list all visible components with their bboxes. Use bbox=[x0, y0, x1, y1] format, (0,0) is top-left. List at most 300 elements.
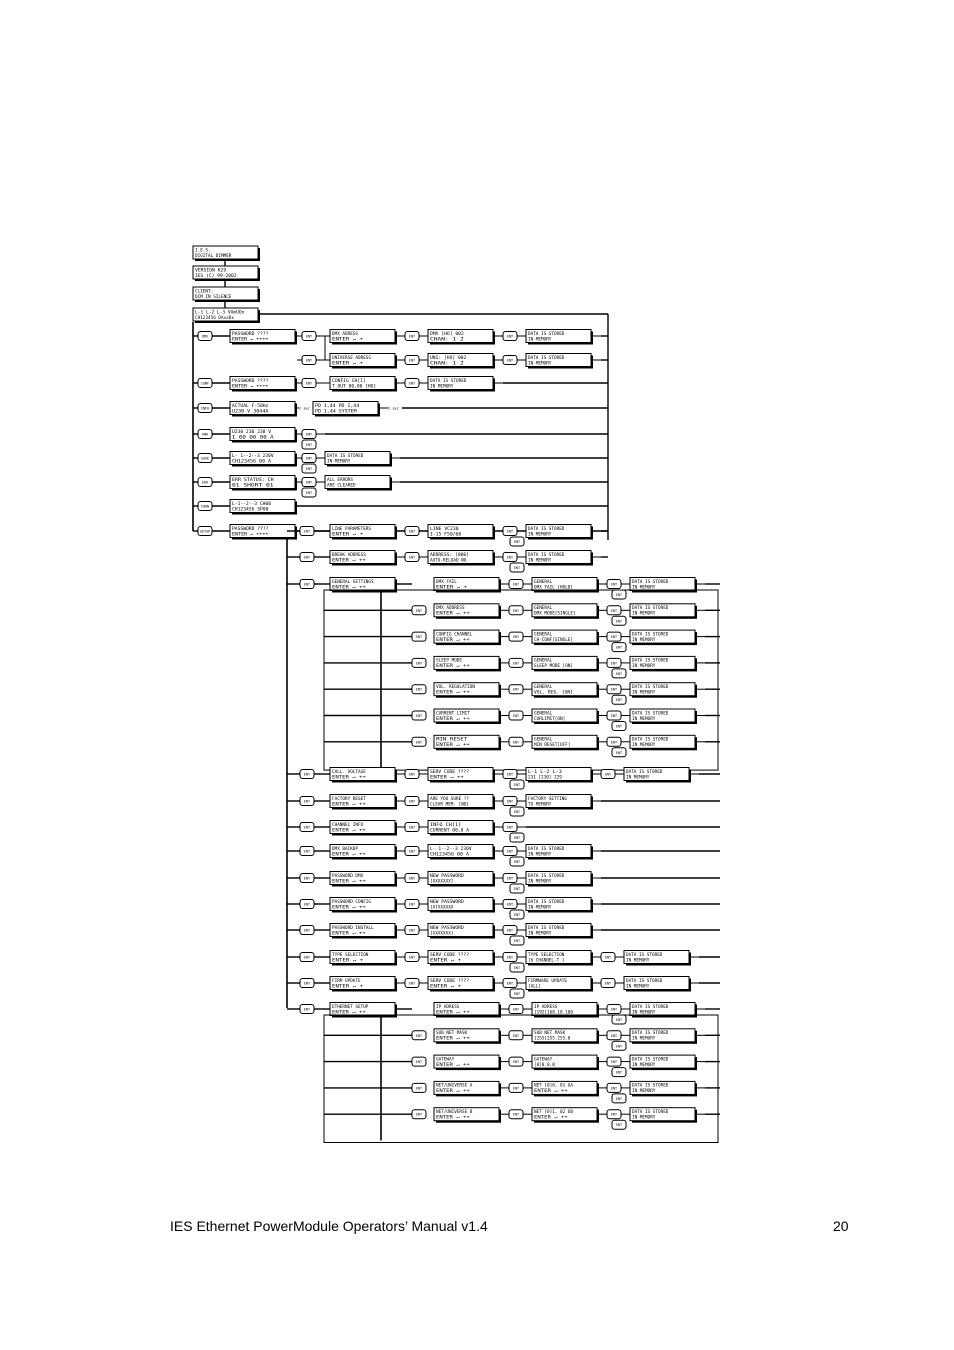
display-line-1: DATA IS STORED bbox=[528, 925, 565, 931]
key-button bbox=[412, 685, 426, 694]
button-label: ENT bbox=[303, 825, 311, 830]
lcd-display bbox=[434, 1081, 501, 1096]
display-line-2: ENTER ↵ + bbox=[332, 337, 356, 343]
display-line-2: IN MEMORY bbox=[632, 716, 656, 722]
display-line-1: DATA IS STORED bbox=[632, 737, 669, 743]
button-label: ENT bbox=[513, 783, 521, 787]
lcd-display bbox=[630, 1081, 697, 1096]
display-line-1: I.E.S. bbox=[195, 248, 211, 254]
key-button bbox=[405, 527, 419, 536]
key-button bbox=[302, 440, 316, 449]
key-button bbox=[405, 979, 419, 988]
button-label: PWR bbox=[201, 432, 209, 437]
display-line-1: NET [0]0, 01 UA bbox=[534, 1083, 573, 1089]
button-label: ENT bbox=[512, 740, 520, 745]
display-line-1: DATA IS STORED bbox=[528, 846, 565, 852]
timing-note: 2 sec bbox=[388, 406, 399, 411]
display-line-2: IN MEMORY bbox=[528, 337, 552, 343]
button-label: ENT bbox=[408, 955, 416, 960]
setup-display bbox=[330, 845, 397, 860]
display-line-2: ENTER ↵ ++ bbox=[436, 664, 462, 670]
footer-title: IES Ethernet PowerModule Operators’ Manual v1.4 bbox=[170, 1218, 488, 1234]
key-button bbox=[510, 563, 524, 572]
display-line-1: DATA IS STORED bbox=[626, 952, 663, 958]
header-display-2 bbox=[193, 266, 260, 281]
button-label: ENT bbox=[513, 860, 521, 864]
display-line-1: LINE VC230 bbox=[430, 526, 456, 532]
key-button bbox=[607, 1057, 621, 1066]
display-line-1: DATA IS STORED bbox=[528, 552, 565, 558]
button-label: ENT bbox=[615, 593, 623, 597]
key-button bbox=[405, 874, 419, 883]
key-button bbox=[607, 711, 621, 720]
key-button bbox=[503, 553, 517, 562]
display-line-1: NET [0]1, 02 UB bbox=[534, 1110, 573, 1115]
button-label: ENT bbox=[506, 902, 514, 907]
display-line-1: DATA IS STORED bbox=[632, 606, 669, 612]
menu-display-info bbox=[230, 402, 297, 417]
key-button bbox=[503, 797, 517, 806]
setup-enter-button bbox=[300, 874, 314, 883]
lcd-display bbox=[330, 377, 397, 392]
display-line-1: GENERAL bbox=[534, 658, 553, 664]
display-line-1: DATA IS STORED bbox=[626, 978, 663, 984]
key-button bbox=[510, 857, 524, 866]
display-line-2: IES (C) 99-2002 bbox=[195, 273, 234, 279]
display-line-1: DATA IS STORED bbox=[632, 711, 669, 717]
display-line-2: IN MEMORY bbox=[528, 532, 552, 538]
display-line-2: [192]168.10.100 bbox=[534, 1010, 573, 1016]
setup-enter-button bbox=[300, 926, 314, 935]
display-line-2: ENTER ↵ + bbox=[332, 958, 356, 964]
key-button bbox=[612, 748, 626, 757]
display-line-1: ACTUAL F-50Hz bbox=[232, 403, 266, 409]
key-button bbox=[405, 926, 419, 935]
lcd-display bbox=[313, 402, 380, 417]
display-line-2: ENTER ↵ ++++ bbox=[232, 384, 264, 390]
display-line-1: DMX ADDRESS bbox=[436, 606, 465, 612]
lcd-display bbox=[434, 656, 501, 671]
lcd-display bbox=[624, 951, 691, 966]
display-line-1: SERV CODE ???? bbox=[430, 978, 467, 984]
button-label: ENT bbox=[512, 687, 520, 692]
key-info bbox=[198, 404, 212, 413]
button-label: CHAN bbox=[200, 504, 210, 509]
display-line-1: DATA IS STORED bbox=[632, 1031, 669, 1037]
setup-enter-button bbox=[300, 553, 314, 562]
display-line-2: ENTER ↵ ++ bbox=[332, 852, 358, 858]
key-button bbox=[509, 658, 523, 667]
key-button bbox=[510, 780, 524, 789]
key-button bbox=[601, 979, 615, 988]
button-label: ENT bbox=[506, 981, 514, 986]
display-line-1: L- 1--2--3 230V bbox=[232, 453, 271, 459]
key-button bbox=[405, 953, 419, 962]
lcd-display bbox=[532, 735, 599, 750]
display-line-1: CALL. VOLTAGE bbox=[332, 769, 366, 775]
key-button bbox=[412, 1057, 426, 1066]
display-line-1: NET/UNIVERSE B bbox=[436, 1110, 473, 1115]
display-line-1: CLIENT: bbox=[195, 289, 214, 295]
button-label: ENT bbox=[513, 939, 521, 943]
lcd-display bbox=[434, 709, 501, 724]
button-label: ENT bbox=[512, 1086, 520, 1091]
display-line-2: CHAN: 1 2 bbox=[430, 361, 454, 367]
button-label: ENT bbox=[415, 661, 423, 666]
lcd-display bbox=[526, 845, 593, 860]
button-label: ENT bbox=[512, 1060, 520, 1065]
button-label: ENT bbox=[506, 876, 514, 881]
button-label: ENT bbox=[615, 750, 623, 755]
display-line-1: DATA IS STORED bbox=[632, 685, 669, 690]
display-line-2: ENTER ↵ ++ bbox=[332, 1010, 358, 1016]
key-button bbox=[302, 464, 316, 473]
button-label: ENT bbox=[305, 432, 313, 437]
lcd-display bbox=[434, 604, 501, 619]
display-line-1: DATA IS STORED bbox=[632, 1110, 669, 1115]
display-line-1: NEW PASSWORD bbox=[430, 899, 462, 905]
setup-display bbox=[330, 551, 397, 566]
display-line-2: [X]XXXXXX bbox=[430, 905, 454, 911]
button-label: ENT bbox=[408, 358, 416, 363]
menu-display-conf bbox=[230, 377, 297, 392]
key-button bbox=[302, 430, 316, 439]
display-line-2: ENTER ↵ ++ bbox=[430, 775, 456, 781]
button-label: INFO bbox=[200, 406, 210, 411]
button-label: ENT bbox=[408, 928, 416, 933]
key-button bbox=[503, 874, 517, 883]
button-label: SETUP bbox=[199, 529, 211, 534]
button-label: ENT bbox=[303, 876, 311, 881]
button-label: ENT bbox=[512, 661, 520, 666]
display-line-2: ENTER ↵ ++ bbox=[436, 1036, 462, 1042]
key-button bbox=[405, 823, 419, 832]
lcd-display bbox=[434, 683, 501, 698]
display-line-2: MIN RESET[OFF] bbox=[534, 743, 571, 749]
lcd-display bbox=[532, 604, 599, 619]
display-line-1: VOL. REGULATION bbox=[436, 685, 475, 690]
display-line-2: ENTER ↵ ++++ bbox=[232, 337, 264, 343]
button-label: ENT bbox=[610, 635, 618, 640]
setup-enter-button bbox=[300, 770, 314, 779]
display-line-1: IP ADRESS bbox=[436, 1004, 460, 1010]
display-line-2: ENTER ↵ + bbox=[332, 984, 356, 990]
display-line-2: ENTER ↵ ++ bbox=[436, 1089, 462, 1095]
lcd-display bbox=[526, 768, 593, 783]
key-button bbox=[509, 711, 523, 720]
lcd-display bbox=[624, 768, 691, 783]
button-label: ENT bbox=[610, 687, 618, 692]
display-line-2: SLEEP MODE [ON] bbox=[534, 664, 573, 670]
lcd-display bbox=[630, 1108, 697, 1123]
button-label: ENT bbox=[610, 582, 618, 587]
lcd-display bbox=[428, 330, 495, 345]
button-label: ENT bbox=[305, 467, 313, 471]
setup-display bbox=[330, 977, 397, 992]
display-line-2: CH123456 00 A bbox=[232, 459, 266, 465]
display-line-1: DATA IS STORED bbox=[528, 355, 565, 361]
key-button bbox=[302, 488, 316, 497]
display-line-2: [XXXXXXX] bbox=[430, 931, 454, 937]
display-line-2: CH123456 SP00 bbox=[232, 507, 266, 513]
button-label: ENT bbox=[415, 1033, 423, 1038]
display-line-1: DATA IS STORED bbox=[528, 526, 565, 532]
display-line-2: 01 SHORT 01 bbox=[232, 483, 261, 489]
button-label: ENT bbox=[415, 1060, 423, 1065]
display-line-2: DMX MODE[SINGLE] bbox=[534, 611, 576, 617]
display-line-2: ENTER ↵ ++ bbox=[332, 905, 358, 911]
lcd-display bbox=[526, 354, 593, 369]
display-line-1: GENERAL bbox=[534, 685, 553, 690]
button-label: ENT bbox=[303, 529, 311, 534]
lcd-display bbox=[630, 709, 697, 724]
button-label: ENT bbox=[506, 928, 514, 933]
display-line-1: DATA IS STORED bbox=[528, 899, 565, 905]
key-err bbox=[198, 478, 212, 487]
button-label: ENT bbox=[615, 1018, 623, 1022]
lcd-display bbox=[532, 656, 599, 671]
key-button bbox=[509, 1083, 523, 1092]
lcd-display bbox=[428, 821, 495, 836]
display-line-2: ENTER ↵ ++ bbox=[436, 690, 462, 696]
display-line-2: ENTER ↵ ++ bbox=[534, 1089, 560, 1095]
display-line-1: ERR STATUS: CH bbox=[232, 477, 269, 483]
button-label: ENT bbox=[415, 1112, 423, 1117]
display-line-1: L-1--2--3 CH00 bbox=[232, 501, 269, 507]
display-line-2: IN MEMORY bbox=[528, 558, 552, 564]
button-label: ENT bbox=[610, 608, 618, 613]
key-button bbox=[302, 379, 316, 388]
button-label: ENT bbox=[512, 608, 520, 613]
display-line-1: NET/UNIVERSE A bbox=[436, 1083, 473, 1089]
setup-enter-button bbox=[300, 847, 314, 856]
display-line-2: IN MEMORY bbox=[632, 1115, 656, 1121]
key-button bbox=[405, 356, 419, 365]
lcd-display bbox=[526, 924, 593, 939]
key-button bbox=[612, 643, 626, 652]
display-line-1: UNI: [HO] 002 bbox=[430, 355, 464, 361]
display-line-2: IN MEMORY bbox=[327, 459, 351, 465]
key-button bbox=[503, 823, 517, 832]
key-button bbox=[412, 1031, 426, 1040]
display-line-2: TO MEMORY bbox=[528, 802, 552, 808]
display-line-2: 231 [230] 229 bbox=[528, 775, 562, 781]
display-line-2: I 00 00 00 A bbox=[232, 435, 264, 441]
key-button bbox=[503, 332, 517, 341]
display-line-1: GENERAL SETTINGS bbox=[332, 579, 374, 585]
setup-display bbox=[330, 951, 397, 966]
display-line-1: CURRENT LIMIT bbox=[436, 711, 470, 717]
button-label: ENT bbox=[303, 902, 311, 907]
key-button bbox=[607, 1031, 621, 1040]
display-line-1: BREAK ADDRESS bbox=[332, 552, 366, 558]
display-line-1: SERV CODE ???? bbox=[430, 952, 467, 958]
display-line-1: SLEEP MODE bbox=[436, 658, 462, 664]
button-label: ENT bbox=[513, 810, 521, 814]
button-label: ENT bbox=[513, 836, 521, 840]
menu-display-err bbox=[230, 476, 297, 491]
lcd-display bbox=[532, 1081, 599, 1096]
button-label: ENT bbox=[513, 913, 521, 917]
button-label: ENT bbox=[615, 724, 623, 729]
display-line-1: GENERAL bbox=[534, 632, 553, 638]
button-label: ENT bbox=[513, 992, 521, 996]
button-label: CONF bbox=[200, 381, 210, 386]
button-label: ENT bbox=[303, 555, 311, 560]
key-button bbox=[405, 332, 419, 341]
button-label: ENT bbox=[513, 540, 521, 544]
setup-display bbox=[330, 525, 397, 540]
button-label: ENT bbox=[303, 955, 311, 960]
display-line-1: NEW PASSWORD bbox=[430, 873, 462, 879]
lcd-display bbox=[428, 354, 495, 369]
key-button bbox=[503, 953, 517, 962]
display-line-1: DATA IS STORED bbox=[632, 658, 669, 664]
key-button bbox=[405, 379, 419, 388]
key-button bbox=[302, 454, 316, 463]
key-pwr bbox=[198, 430, 212, 439]
key-button bbox=[412, 632, 426, 641]
display-line-1: LINE PARAMETERS bbox=[332, 526, 371, 532]
key-button bbox=[405, 770, 419, 779]
display-line-2: ENTER ↵ + bbox=[436, 585, 460, 591]
display-line-2: I-15 F50/60 bbox=[430, 532, 459, 538]
display-line-1: DATA IS STORED bbox=[632, 1057, 669, 1063]
button-label: ENT bbox=[415, 1086, 423, 1091]
button-label: ENT bbox=[610, 1033, 618, 1038]
key-button bbox=[612, 1094, 626, 1103]
key-button bbox=[607, 737, 621, 746]
display-line-2: ENTER ↵ ++ bbox=[332, 775, 358, 781]
button-label: ENT bbox=[506, 825, 514, 830]
key-button bbox=[509, 1031, 523, 1040]
display-line-1: L-1 L-2 L-3 VAmUOn bbox=[195, 310, 242, 316]
display-line-2: AUTO-RELOAD NO. bbox=[430, 558, 469, 564]
key-button bbox=[607, 685, 621, 694]
lcd-display bbox=[630, 735, 697, 750]
lcd-display bbox=[428, 551, 495, 566]
button-label: ENT bbox=[415, 635, 423, 640]
button-label: ENT bbox=[506, 849, 514, 854]
setup-display bbox=[330, 768, 397, 783]
key-button bbox=[612, 695, 626, 704]
display-line-1: DATA IS STORED bbox=[528, 873, 565, 879]
lcd-display bbox=[532, 630, 599, 645]
lcd-display bbox=[428, 977, 495, 992]
key-button bbox=[405, 553, 419, 562]
display-line-1: DMX BACKUP bbox=[332, 846, 358, 852]
display-line-2: [XXXXXXX] bbox=[430, 879, 454, 885]
key-chan bbox=[198, 502, 212, 511]
key-button bbox=[612, 1068, 626, 1077]
key-button bbox=[503, 847, 517, 856]
display-line-2: IN MEMORY bbox=[632, 1062, 656, 1068]
key-save bbox=[198, 454, 212, 463]
button-label: ENT bbox=[513, 566, 521, 570]
display-line-1: DATA IS STORED bbox=[327, 453, 364, 459]
header-display-4 bbox=[193, 308, 260, 323]
button-label: ENT bbox=[512, 1007, 520, 1012]
lcd-display bbox=[330, 330, 397, 345]
display-line-2: T_OUT 00,00 [HO] bbox=[332, 384, 374, 390]
button-label: ENT bbox=[512, 635, 520, 640]
setup-enter-button bbox=[300, 1005, 314, 1014]
display-line-1: FACTORY RESET bbox=[332, 796, 366, 802]
key-button bbox=[412, 658, 426, 667]
setup-display bbox=[330, 898, 397, 913]
key-button bbox=[510, 936, 524, 945]
display-line-2: IN MEMORY bbox=[528, 905, 552, 911]
display-line-1: VERSION K29 bbox=[195, 268, 224, 274]
lcd-display bbox=[434, 735, 501, 750]
display-line-2: IN MEMORY bbox=[632, 664, 656, 670]
display-line-1: GATEWAY bbox=[436, 1057, 455, 1063]
display-line-1: DMX FAIL bbox=[436, 579, 457, 585]
display-line-1: ETHERNET SETUP bbox=[332, 1004, 369, 1010]
button-label: ENT bbox=[615, 1096, 623, 1101]
key-button bbox=[607, 580, 621, 589]
display-line-1: PASSWORD ???? bbox=[232, 331, 266, 337]
key-button bbox=[510, 807, 524, 816]
key-button bbox=[612, 669, 626, 678]
display-line-2: IN MEMORY bbox=[632, 611, 656, 617]
display-line-2: ENTER ↵ ++ bbox=[436, 1010, 462, 1016]
display-line-1: ADDRESS: [000] bbox=[430, 552, 467, 558]
display-line-1: PASSWORD INSTALL bbox=[332, 925, 374, 931]
key-button bbox=[503, 900, 517, 909]
setup-enter-button bbox=[300, 823, 314, 832]
display-line-2: [ALL] bbox=[528, 984, 541, 990]
button-label: ENT bbox=[615, 1044, 623, 1049]
display-line-2: ENTER ↵ ++ bbox=[332, 879, 358, 885]
display-line-2: CLEAR MEM. [NO] bbox=[430, 802, 469, 808]
display-line-1: SUB NET MASK bbox=[436, 1031, 468, 1037]
key-button bbox=[510, 537, 524, 546]
display-line-2: CURLIMIT[ON] bbox=[534, 716, 566, 722]
display-line-1: PASSWORD CONFIG bbox=[332, 899, 371, 905]
display-line-2: DMX FAIL [HOLD] bbox=[534, 585, 573, 591]
button-label: ENT bbox=[610, 714, 618, 718]
key-button bbox=[503, 979, 517, 988]
page-number: 20 bbox=[833, 1218, 849, 1234]
display-line-2: IN MEMORY bbox=[632, 1010, 656, 1016]
display-line-1: INFO CH[1] bbox=[430, 822, 456, 828]
key-button bbox=[607, 1110, 621, 1119]
display-line-2: PD 1,44 SYSTEM bbox=[315, 409, 352, 415]
button-label: ENT bbox=[303, 928, 311, 933]
lcd-display bbox=[624, 977, 691, 992]
button-label: ENT bbox=[512, 1112, 520, 1117]
display-line-2: ENTER ↵ ++ bbox=[332, 931, 358, 937]
display-line-2: IN MEMORY bbox=[528, 879, 552, 885]
lcd-display bbox=[532, 709, 599, 724]
key-button bbox=[510, 884, 524, 893]
key-button bbox=[302, 332, 316, 341]
display-line-2: CURRENT 00,0 A bbox=[430, 828, 467, 834]
display-line-1: TYPE SELECTION bbox=[332, 952, 369, 958]
key-button bbox=[509, 1057, 523, 1066]
lcd-display bbox=[526, 330, 593, 345]
button-label: ERR bbox=[201, 480, 209, 485]
display-line-2: [6 CHANNEL-T ] bbox=[528, 958, 565, 964]
button-label: ENT bbox=[610, 1112, 618, 1117]
timing-note: 2 sec bbox=[299, 406, 310, 411]
display-line-2: ENTER ↵ ++ bbox=[436, 637, 462, 643]
button-label: ENT bbox=[408, 555, 416, 560]
display-line-2: ENTER ↵ + bbox=[332, 532, 356, 538]
lcd-display bbox=[532, 1055, 599, 1070]
button-label: ENT bbox=[604, 955, 612, 960]
